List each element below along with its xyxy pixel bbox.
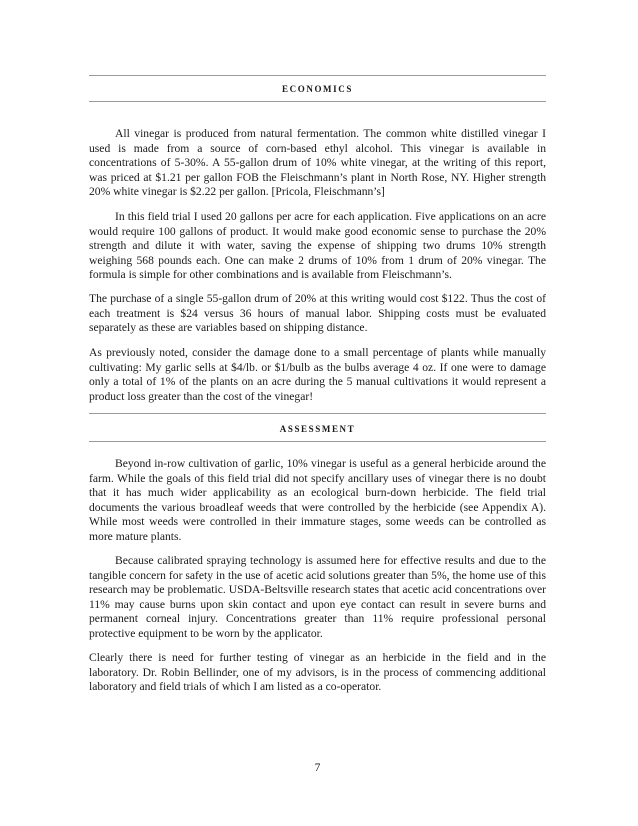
economics-paragraph: The purchase of a single 55-gallon drum of 20% at this writing would cost $122. Thus the cost of each treatment is $24 versus 36 hours of manual labor. Shipping costs must be evaluated separately as these are variables based on shipping distance. (89, 292, 546, 334)
page-number: 7 (314, 762, 321, 774)
assessment-heading: ASSESSMENT (279, 424, 356, 434)
economics-heading: ECONOMICS (282, 84, 353, 94)
economics-paragraph: All vinegar is produced from natural fermentation. The common white distilled vinegar I used is made from a source of corn-based ethyl alcohol. This vinegar is available in concentrations of 5-30%. A 55-gallon drum of 10% white vinegar, at the writing of this report, was priced at $1.21 per gallon FOB the Fleischmann’s plant in North Rose, NY. Higher strength 20% white vinegar is $2.22 per gallon. [Pricola, Fleischmann’s] (89, 127, 546, 198)
economics-rule-top (89, 75, 546, 76)
economics-rule-bottom (89, 101, 546, 102)
economics-paragraph: As previously noted, consider the damage done to a small percentage of plants while manually cultivating: My garlic sells at $4/lb. or $1/bulb as the bulbs average 4 oz. If one were to damage only a total of 1% of the plants on an acre during the 5 manual cultivations it would represent a product loss greater than the cost of the vinegar! (89, 346, 546, 403)
economics-paragraph: In this field trial I used 20 gallons per acre for each application. Five applications on an acre would require 100 gallons of product. It would make good economic sense to purchase the 20% strength and dilute it with water, saving the expense of shipping two drums 10% strength weighing 568 pounds each. One can make 2 drums of 10% from 1 drum of 20% vinegar. The formula is simple for other combinations and is available from Fleischmann’s. (89, 210, 546, 281)
assessment-paragraph: Beyond in-row cultivation of garlic, 10% vinegar is useful as a general herbicide around the farm. While the goals of this field trial did not specify ancillary uses of vinegar there is no doubt that it has much wider applicability as an ecological burn-down herbicide. The field trial documents the various broadleaf weeds that were controlled by the herbicide (see Appendix A). While most weeds were controlled in their immature stages, some weeds can be controlled as more mature plants. (89, 457, 546, 543)
assessment-paragraph: Clearly there is need for further testing of vinegar as an herbicide in the field and in the laboratory. Dr. Robin Bellinder, one of my advisors, is in the process of commencing additional laboratory and field trials of which I am listed as a co-operator. (89, 651, 546, 693)
assessment-rule-top (89, 413, 546, 414)
assessment-rule-bottom (89, 441, 546, 442)
assessment-paragraph: Because calibrated spraying technology is assumed here for effective results and due to the tangible concern for safety in the use of acetic acid solutions greater than 5%, the home use of this research may be problematic. USDA-Beltsville research states that acetic acid concentrations over 11% may cause burns upon skin contact and upon eye contact can result in severe burns and permanent corneal injury. Concentrations greater than 11% require professional personal protective equipment to be worn by the applicator. (89, 554, 546, 640)
